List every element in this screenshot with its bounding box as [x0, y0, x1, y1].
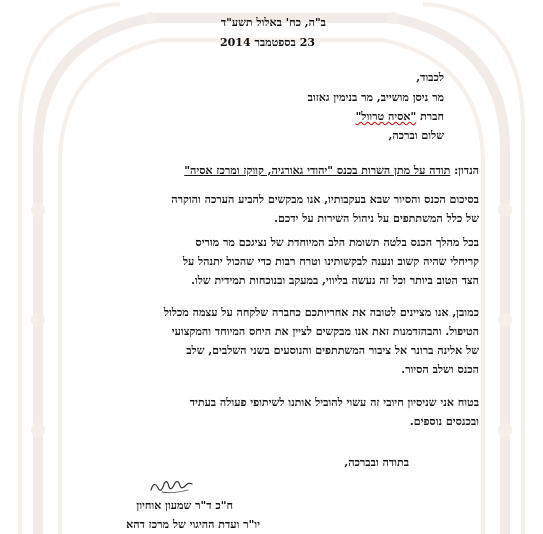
- paragraph-2-line-2: קריחלי שהיה קשוב ונענה לבקשותינו וטרח רבות כדי שהכול יתנהל על: [182, 255, 479, 268]
- company-name: "אסיה טרוול": [355, 110, 417, 123]
- gregorian-date: 23 בספטמבר 2014: [219, 36, 315, 49]
- paragraph-3-line-1: כמובן, אנו מציינים לטובה את אחריותכם כחברה שלקחה על עצמה מכלול: [163, 306, 479, 319]
- paragraph-2-line-3: הצד הטוב ביותר וכל זה נעשה בליווי, במעקב ובנוכחות תמידית שלו.: [191, 274, 479, 287]
- paragraph-1-line-2: של כלל המשתתפים על ניהול השירות על ידכם.: [274, 212, 479, 225]
- recipient-company: [356, 110, 444, 123]
- recipient-names: מר ניסן מושייב, מר בנימין גאזוב: [307, 91, 444, 104]
- greeting: שלום וברכה,: [388, 129, 444, 142]
- paragraph-3-line-2: הטיפול. והבהזדמנות זאת אנו מבקשים לציין את היחס המיוחד והמקצועי: [171, 325, 479, 338]
- paragraph-3-line-4: הכנס ושלב הסיור.: [401, 363, 479, 376]
- subject-line: [184, 164, 479, 177]
- handwritten-signature: [148, 474, 194, 498]
- paragraph-4-line-1: בטוח אני שניסיון חיובי זה עשוי להוביל אותנו לשיתופי פעולה בעתיד: [189, 396, 479, 409]
- hebrew-date: ב"ה, כח' באלול תשע"ד: [220, 16, 326, 29]
- signer-name: ח"כ ד"ר שמעון אוחיון: [136, 499, 233, 512]
- paragraph-1-line-1: בסיכום הכנס והסיור שבא בעקבותיו, אנו מבקשים להביע הערכה והוקרה: [171, 193, 479, 206]
- company-prefix: חברת: [420, 110, 444, 123]
- signer-title: יו"ר ועדת ההיגוי של מרכז דהא: [126, 518, 260, 531]
- paragraph-3-line-3: של אלינה ברונר אל ציבור המשתתפים והנוסעים בשני השלבים, שלב: [186, 344, 479, 357]
- subject-label: הנדון:: [454, 164, 479, 177]
- paragraph-4-line-2: ובכנסים נוספים.: [409, 415, 479, 428]
- recipient-honorific: לכבוד,: [416, 71, 444, 84]
- subject-text: תודה על מתן השרות בכנס "יהודי גאורגיה, קווקז ומרכז אסיה": [184, 164, 451, 177]
- closing: בתודה ובברכה,: [344, 456, 409, 469]
- paragraph-2-line-1: בכל מהלך הכנס בלטה תשומת הלב המיוחדת של נציגכם מר מוריס: [195, 236, 479, 249]
